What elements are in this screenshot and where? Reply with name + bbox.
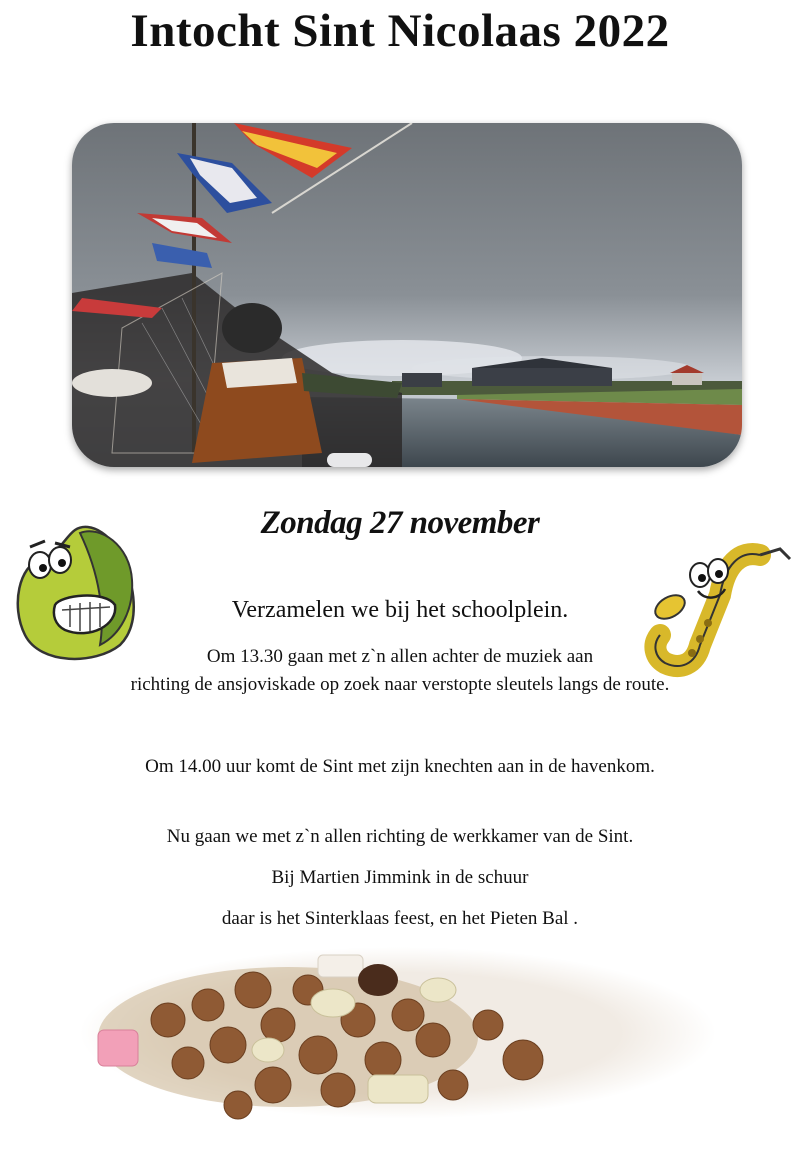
page-title: Intocht Sint Nicolaas 2022 — [130, 5, 670, 57]
gathering-line: Verzamelen we bij het schoolplein. — [231, 597, 569, 623]
music-start-line: Om 13.30 gaan met z`n allen achter de muziek aan — [206, 646, 594, 667]
party-line: daar is het Sinterklaas feest, en het Pieten Bal . — [221, 908, 579, 929]
route-line: richting de ansjoviskade op zoek naar verstopte sleutels langs de route. — [130, 674, 670, 695]
workroom-line: Nu gaan we met z`n allen richting de werkkamer van de Sint. — [166, 826, 634, 847]
date-heading: Zondag 27 november — [260, 505, 540, 541]
pepernoten-candy-photo — [78, 945, 718, 1120]
location-line: Bij Martien Jimmink in de schuur — [271, 867, 529, 888]
arrival-line: Om 14.00 uur komt de Sint met zijn knechten aan in de havenkom. — [145, 756, 655, 777]
harbor-photo — [72, 123, 742, 467]
